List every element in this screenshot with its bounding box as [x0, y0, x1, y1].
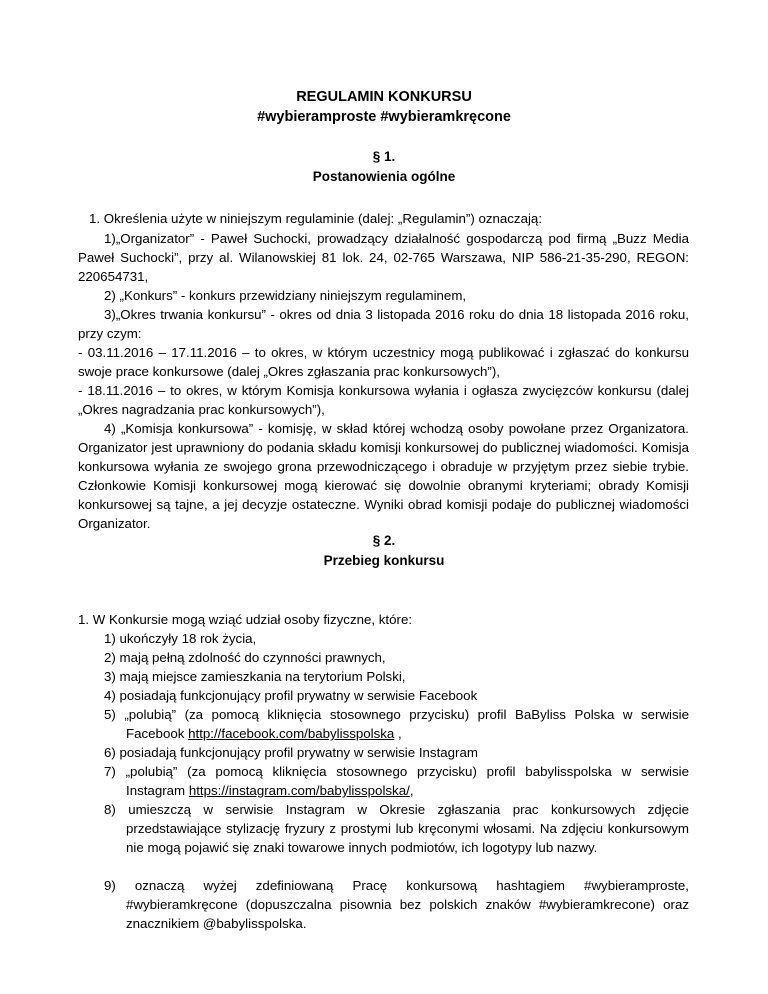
condition-5 [104, 705, 689, 743]
condition-5-tail: , [394, 726, 402, 741]
condition-9: 9) oznaczą wyżej zdefiniowaną Pracę konkursową hashtagiem #wybieramproste, #wybieramkręcone (dopuszczalna pisownia bez polskich znaków #wybieramkrecone) oraz znacznikiem @babylisspolska. [104, 878, 689, 931]
condition-4: 4) posiadają funkcjonujący profil prywatny w serwisie Facebook [104, 688, 478, 703]
condition-8: 8) umieszczą w serwisie Instagram w Okresie zgłaszania prac konkursowych zdjęcie przedstawiające stylizację fryzury z prostymi lub kręconymi włosami. Na zdjęciu konkursowym nie mogą pojawić się znaki towarowe innych podmiotów, ich logotypy lub nazwy. [104, 802, 689, 855]
section-1-intro: 1. Określenia użyte w niniejszym regulaminie (dalej: „Regulamin”) oznaczają: [89, 211, 543, 226]
section-2-number: § 2. [372, 533, 396, 548]
facebook-profile-link[interactable]: http://facebook.com/babylisspolska [188, 726, 395, 741]
condition-3: 3) mają miejsce zamieszkania na terytorium Polski, [104, 669, 406, 684]
section-2-title: Przebieg konkursu [323, 553, 445, 568]
condition-7-tail: , [409, 783, 414, 798]
definition-organizer: 1)„Organizator” - Paweł Suchocki, prowadzący działalność gospodarczą pod firmą „Buzz Media Paweł Suchocki”, przy al. Wilanowskiej 81 lok. 24, 02-765 Warszawa, NIP 586-21-35-290, REGON: 220654731, [78, 231, 689, 284]
section-1-title: Postanowienia ogólne [312, 169, 456, 184]
condition-7 [104, 762, 689, 800]
period-awarding: - 18.11.2016 – to okres, w którym Komisja konkursowa wyłania i ogłasza zwycięzców konkursu (dalej „Okres nagradzania prac konkursowych”), [78, 383, 689, 417]
section-1-number: § 1. [372, 149, 396, 164]
definition-jury: 4) „Komisja konkursowa” - komisję, w skład której wchodzą osoby powołane przez Organizatora. Organizator jest uprawniony do podania składu komisji konkursowej do publicznej wiadomości. Komisja konkursowa wyłania ze swojego grona przewodniczącego i obraduje w przyjętym przez siebie trybie. Członkowie Komisji konkursowej mogą kierować się dowolnie obranymi kryteriami; obrady Komisji konkursowej są tajne, a jej decyzje ostateczne. Wyniki obrad komisji podaje do publicznej wiadomości Organizator. [78, 421, 689, 531]
condition-5-text: 5) „polubią” (za pomocą kliknięcia stosownego przycisku) profil BaByliss Polska w serwisie Facebook [104, 707, 689, 741]
definition-contest-period: 3)„Okres trwania konkursu” - okres od dnia 3 listopada 2016 roku do dnia 18 listopada 2016 roku, przy czym: [78, 307, 689, 341]
instagram-profile-link[interactable]: https://instagram.com/babylisspolska/ [188, 783, 410, 798]
definition-contest: 2) „Konkurs” - konkurs przewidziany niniejszym regulaminem, [104, 288, 467, 303]
document-title: REGULAMIN KONKURSU [296, 89, 472, 105]
section-2-intro: 1. W Konkursie mogą wziąć udział osoby fizyczne, które: [78, 612, 413, 627]
condition-6: 6) posiadają funkcjonujący profil prywatny w serwisie Instagram [104, 745, 478, 760]
document-subtitle: #wybieramproste #wybieramkręcone [257, 109, 511, 125]
condition-2: 2) mają pełną zdolność do czynności prawnych, [104, 650, 386, 665]
condition-7-text: 7) „polubią” (za pomocą kliknięcia stosownego przycisku) profil babylisspolska w serwisie Instagram [104, 764, 689, 798]
condition-1: 1) ukończyły 18 rok życia, [104, 631, 257, 646]
period-submission: - 03.11.2016 – 17.11.2016 – to okres, w którym uczestnicy mogą publikować i zgłaszać do konkursu swoje prace konkursowe (dalej „Okres zgłaszania prac konkursowych”), [78, 345, 689, 379]
